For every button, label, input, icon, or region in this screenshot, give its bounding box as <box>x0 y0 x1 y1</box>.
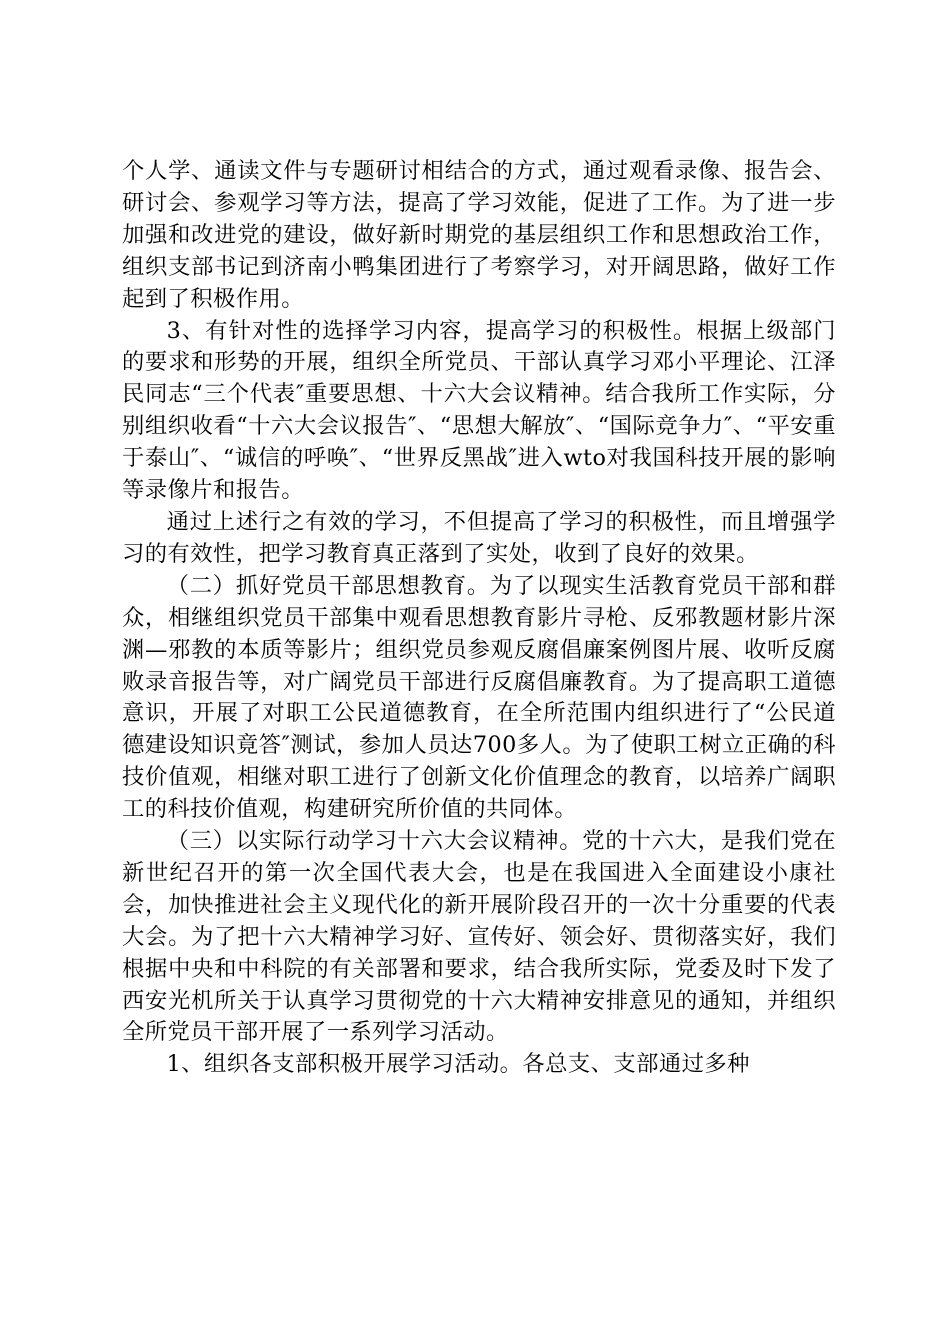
paragraph-ideological-education: （二）抓好党员干部思想教育。为了以现实生活教育党员干部和群众，相继组织党员干部集中观看思想教育影片寻枪、反邪教题材影片深渊—邪教的本质等影片；组织党员参观反腐倡廉案例图片展、收听反腐败录音报告等，对广阔党员干部进行反腐倡廉教育。为了提高职工道德意识，开展了对职工公民道德教育，在全所范围内组织进行了“公民道德建设知识竟答″测试，参加人员达700多人。为了使职工树立正确的科技价值观，相继对职工进行了创新文化价值理念的教育，以培养广阔职工的科技价值观，构建研究所价值的共同体。 <box>122 572 836 823</box>
paragraph-sixteenth-congress: （三）以实际行动学习十六大会议精神。党的十六大，是我们党在新世纪召开的第一次全国代表大会，也是在我国进入全面建设小康社会，加快推进社会主义现代化的新开展阶段召开的一次十分重要的代表大会。为了把十六大精神学习好、宣传好、领会好、贯彻落实好，我们根据中央和中科院的有关部署和要求，结合我所实际，党委及时下发了西安光机所关于认真学习贯彻党的十六大精神安排意见的通知，并组织全所党员干部开展了一系列学习活动。 <box>122 828 836 1046</box>
document-page <box>122 156 836 1081</box>
paragraph-study-effect: 通过上述行之有效的学习，不但提高了学习的积极性，而且增强学习的有效性，把学习教育真正落到了实处，收到了良好的效果。 <box>122 508 836 567</box>
paragraph-branch-activities: 1、组织各支部积极开展学习活动。各总支、支部通过多种 <box>166 1051 750 1078</box>
paragraph-study-content: 3、有针对性的选择学习内容，提高学习的积极性。根据上级部门的要求和形势的开展，组织全所党员、干部认真学习邓小平理论、江泽民同志“三个代表″重要思想、十六大会议精神。结合我所工作实际，分别组织收看“十六大会议报告″、“思想大解放″、“国际竞争力″、“平安重于泰山″、“诚信的呼唤″、“世界反黑战″进入wto对我国科技开展的影响等录像片和报告。 <box>122 317 836 504</box>
paragraph-continuation: 个人学、通读文件与专题研讨相结合的方式，通过观看录像、报告会、研讨会、参观学习等方法，提高了学习效能，促进了工作。为了进一步加强和改进党的建设，做好新时期党的基层组织工作和思想政治工作，组织支部书记到济南小鸭集团进行了考察学习，对开阔思路，做好工作起到了积极作用。 <box>122 158 836 312</box>
